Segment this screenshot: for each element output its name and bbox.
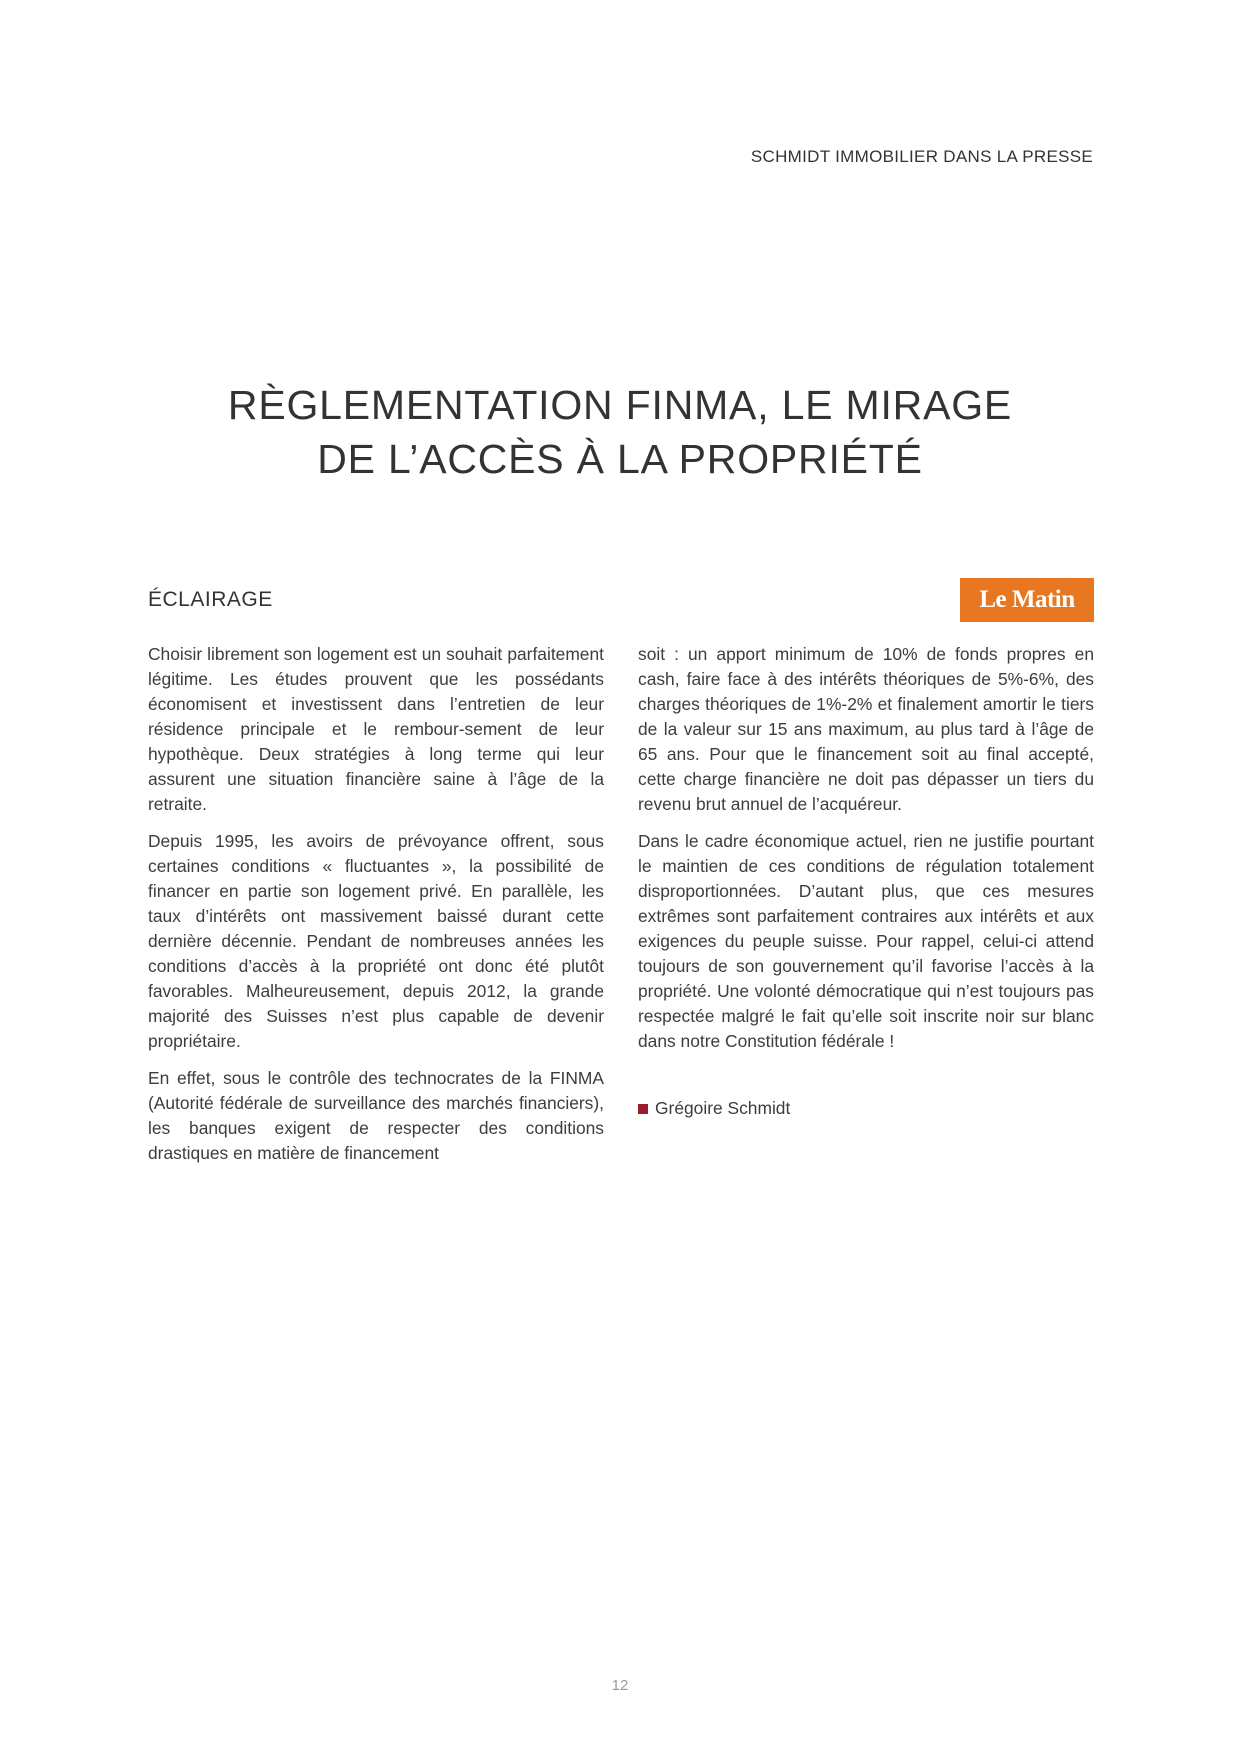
author-signature	[638, 1096, 1094, 1121]
le-matin-logo	[960, 578, 1094, 622]
paragraph: Dans le cadre économique actuel, rien ne justifie pourtant le maintien de ces conditions de régulation totalement disproportionnées. D’autant plus, que ces mesures extrêmes sont parfaitement contraires aux intérêts et aux exigences du peuple suisse. Pour rappel, celui-ci attend toujours de son gouvernement qu’il favorise l’accès à la propriété. Une volonté démocratique qui n’est toujours pas respectée malgré le fait qu’elle soit inscrite noir sur blanc dans notre Constitution fédérale !	[638, 831, 1094, 1051]
article-title-line-1: RÈGLEMENTATION FINMA, LE MIRAGE	[227, 382, 1013, 428]
page-number: 12	[611, 1677, 629, 1694]
square-bullet-icon	[638, 1104, 648, 1114]
author-name: Grégoire Schmidt	[655, 1098, 791, 1118]
paragraph: soit : un apport minimum de 10% de fonds propres en cash, faire face à des intérêts théoriques de 5%-6%, des charges théoriques de 1%-2% et finalement amortir le tiers de la valeur sur 15 ans maximum, au plus tard à l’âge de 65 ans. Pour que le financement soit au final accepté, cette charge financière ne doit pas dépasser un tiers du revenu brut annuel de l’acquéreur.	[638, 644, 1094, 814]
running-header: SCHMIDT IMMOBILIER DANS LA PRESSE	[750, 147, 1093, 166]
left-column	[148, 642, 604, 1178]
logo-text: Le Matin	[979, 586, 1075, 613]
right-column	[638, 642, 1094, 1121]
article-title	[0, 378, 1240, 486]
paragraph: En effet, sous le contrôle des technocrates de la FINMA (Autorité fédérale de surveillance des marchés financiers), les banques exigent de respecter des conditions drastiques en matière de financement	[148, 1068, 604, 1163]
paragraph: Depuis 1995, les avoirs de prévoyance offrent, sous certaines conditions « fluctuantes », la possibilité de financer en partie son logement privé. En parallèle, les taux d’intérêts ont massivement baissé durant cette dernière décennie. Pendant de nombreuses années les conditions d’accès à la propriété ont donc été plutôt favorables. Malheureusement, depuis 2012, la grande majorité des Suisses n’est plus capable de devenir propriétaire.	[148, 831, 604, 1051]
section-kicker: ÉCLAIRAGE	[148, 588, 273, 611]
paragraph: Choisir librement son logement est un souhait parfaitement légitime. Les études prouvent que les possédants économisent et investissent dans l’entretien de leur résidence principale et le rembour-sement de leur hypothèque. Deux stratégies à long terme qui leur assurent une situation financière saine à l’âge de la retraite.	[148, 644, 604, 814]
article-title-line-2: DE L’ACCÈS À LA PROPRIÉTÉ	[317, 436, 923, 482]
